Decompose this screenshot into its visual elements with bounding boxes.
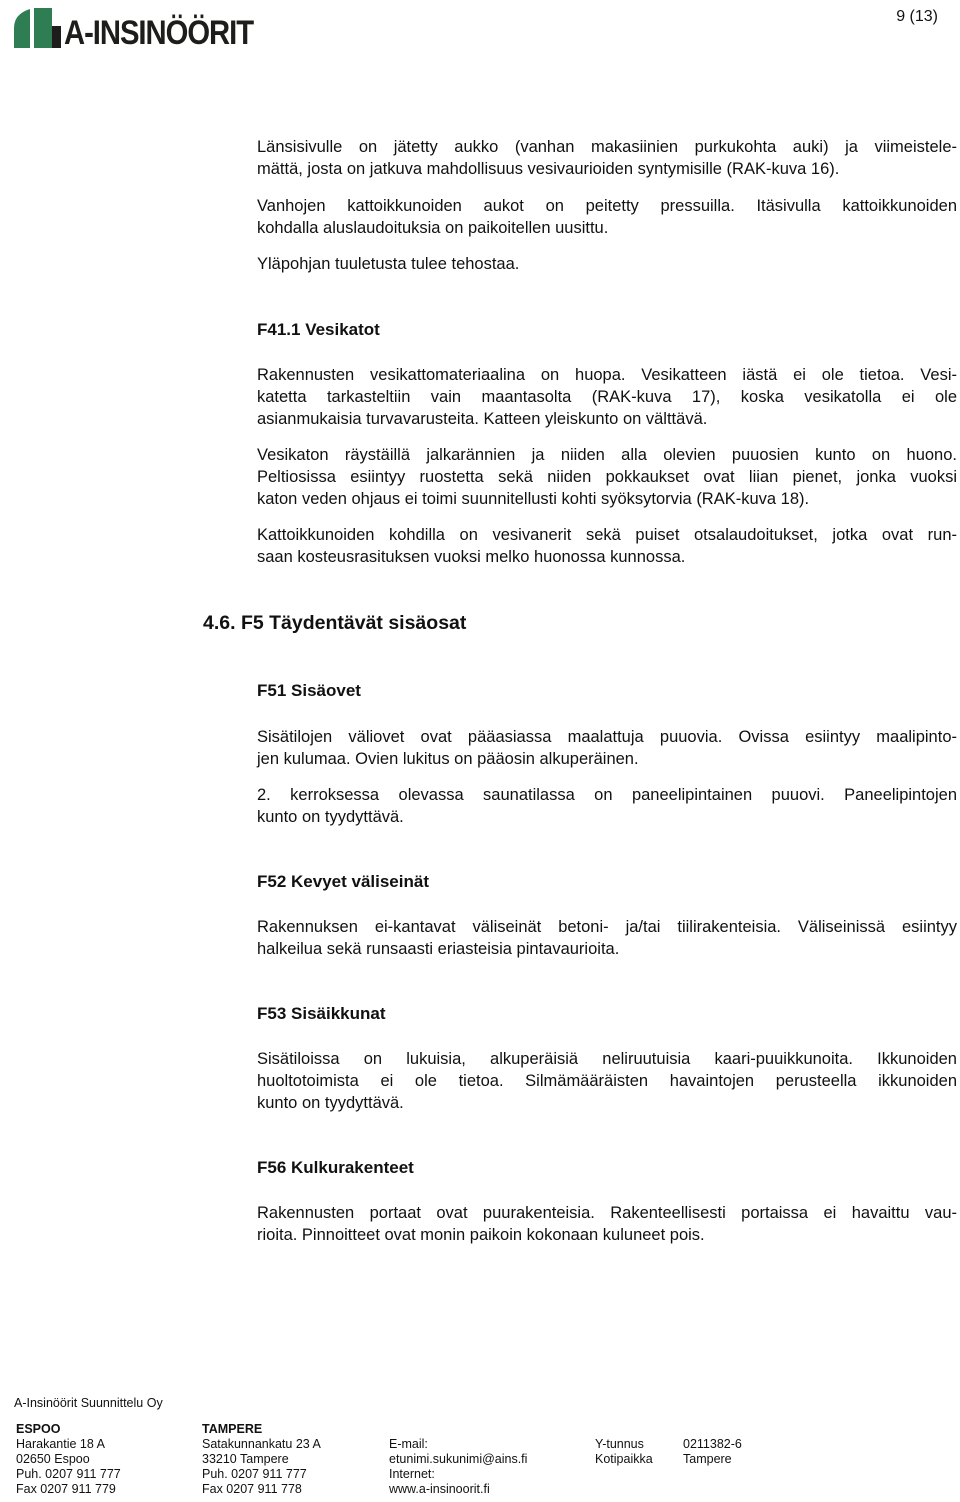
- text-line: Rakennusten vesikattomateriaalina on huopa. Vesikatteen iästä ei ole tietoa. Vesi-: [257, 366, 957, 384]
- paragraph-interior-doors: [257, 726, 957, 770]
- logo-mark-icon: [12, 6, 62, 52]
- footer-ids-labels: [595, 1437, 653, 1467]
- footer-espoo-fax: Fax 0207 911 779: [16, 1482, 116, 1496]
- heading-f52: F52 Kevyet väliseinät: [257, 872, 429, 891]
- footer-espoo: [16, 1422, 121, 1497]
- text-line: huoltotoimista ei ole tietoa. Silmämääräisten havaintojen perusteella ikkunoiden: [257, 1072, 957, 1090]
- paragraph-gutters: [257, 444, 957, 510]
- text-line: Rakennuksen ei-kantavat väliseinät betoni- ja/tai tiilirakenteisia. Väliseinissä esiintyy: [257, 918, 957, 936]
- footer-espoo-phone: Puh. 0207 911 777: [16, 1467, 121, 1481]
- text-line: katetta tarkasteltiin vain maantasolta (RAK-kuva 17), koska vesikatolla ei ole: [257, 388, 957, 406]
- footer-tampere-phone: Puh. 0207 911 777: [202, 1467, 307, 1481]
- text-line: kohdalla aluslaudoituksia on paikoitellen uusittu.: [257, 219, 609, 237]
- footer-tampere-title: TAMPERE: [202, 1422, 263, 1436]
- paragraph-west-opening: [257, 136, 957, 180]
- paragraph-sauna-door: [257, 784, 957, 828]
- paragraph-interior-windows: [257, 1048, 957, 1114]
- footer-ytunnus-label: Y-tunnus: [595, 1437, 644, 1451]
- text-line: mättä, josta on jatkuva mahdollisuus vesivaurioiden syntymisille (RAK-kuva 16).: [257, 160, 840, 178]
- text-line: Kattoikkunoiden kohdilla on vesivanerit sekä puiset otsalaudoitukset, jotka ovat run-: [257, 526, 957, 544]
- text-line: kunto on tyydyttävä.: [257, 1094, 404, 1112]
- paragraph-ventilation: [257, 253, 957, 275]
- paragraph-partition-walls: [257, 916, 957, 960]
- logo-wordmark: A-INSINÖÖRIT: [64, 14, 254, 52]
- footer-ids-values: [683, 1437, 742, 1467]
- footer-espoo-address: Harakantie 18 A: [16, 1437, 105, 1451]
- paragraph-roofing-material: [257, 364, 957, 430]
- footer-espoo-zip: 02650 Espoo: [16, 1452, 90, 1466]
- text-line: saan kosteusrasituksen vuoksi melko huonossa kunnossa.: [257, 548, 686, 566]
- paragraph-stairs: [257, 1202, 957, 1246]
- footer-email-label: E-mail:: [389, 1437, 428, 1451]
- text-line: Vesikaton räystäillä jalkarännien ja niiden alla olevien puuosien kunto on huono.: [257, 446, 957, 464]
- company-logo: [12, 6, 312, 52]
- heading-f51: F51 Sisäovet: [257, 681, 361, 700]
- text-line: kunto on tyydyttävä.: [257, 808, 404, 826]
- text-line: katon veden ohjaus ei toimi suunnitellusti kohti syöksytorvia (RAK-kuva 18).: [257, 490, 810, 508]
- paragraph-skylights: [257, 195, 957, 239]
- text-line: 2. kerroksessa olevassa saunatilassa on paneelipintainen puuovi. Paneelipintojen: [257, 786, 957, 804]
- heading-f56: F56 Kulkurakenteet: [257, 1158, 414, 1177]
- heading-f41-1: F41.1 Vesikatot: [257, 320, 380, 339]
- footer-kotipaikka-label: Kotipaikka: [595, 1452, 653, 1466]
- text-line: halkeilua sekä runsaasti eriasteisia pintavaurioita.: [257, 940, 620, 958]
- text-line: Sisätiloissa on lukuisia, alkuperäisiä neliruutuisia kaari-puuikkunoita. Ikkunoiden: [257, 1050, 957, 1068]
- text-line: rioita. Pinnoitteet ovat monin paikoin kokonaan kuluneet pois.: [257, 1226, 705, 1244]
- page-number: 9 (13): [896, 8, 938, 25]
- footer-company: A-Insinöörit Suunnittelu Oy: [14, 1396, 163, 1410]
- text-line: Yläpohjan tuuletusta tulee tehostaa.: [257, 255, 520, 273]
- text-line: Länsisivulle on jätetty aukko (vanhan makasiinien purkukohta auki) ja viimeistele-: [257, 138, 957, 156]
- footer-espoo-title: ESPOO: [16, 1422, 61, 1436]
- footer-internet-label: Internet:: [389, 1467, 435, 1481]
- footer-contact: [389, 1437, 527, 1497]
- heading-section-4-6: 4.6. F5 Täydentävät sisäosat: [203, 612, 467, 634]
- text-line: Vanhojen kattoikkunoiden aukot on peitetty pressuilla. Itäsivulla kattoikkunoiden: [257, 197, 957, 215]
- text-line: Rakennusten portaat ovat puurakenteisia. Rakenteellisesti portaissa ei havaittu vau-: [257, 1204, 957, 1222]
- text-line: asianmukaisia turvavarusteita. Katteen yleiskunto on välttävä.: [257, 410, 708, 428]
- footer-tampere-fax: Fax 0207 911 778: [202, 1482, 302, 1496]
- footer-kotipaikka-value: Tampere: [683, 1452, 732, 1466]
- text-line: jen kulumaa. Ovien lukitus on pääosin alkuperäinen.: [257, 750, 639, 768]
- text-line: Peltiosissa esiintyy ruostetta sekä niiden pokkaukset ovat liian pienet, jonka vuoksi: [257, 468, 957, 486]
- footer-tampere-zip: 33210 Tampere: [202, 1452, 289, 1466]
- text-line: Sisätilojen väliovet ovat pääasiassa maalattuja puuovia. Ovissa esiintyy maalipinto-: [257, 728, 957, 746]
- footer-ytunnus-value: 0211382-6: [683, 1437, 742, 1451]
- footer-tampere-address: Satakunnankatu 23 A: [202, 1437, 321, 1451]
- footer-email-link[interactable]: etunimi.sukunimi@ains.fi: [389, 1452, 528, 1466]
- paragraph-skylight-plywood: [257, 524, 957, 568]
- heading-f53: F53 Sisäikkunat: [257, 1004, 386, 1023]
- footer-tampere: [202, 1422, 321, 1497]
- footer-website-link[interactable]: www.a-insinoorit.fi: [389, 1482, 490, 1496]
